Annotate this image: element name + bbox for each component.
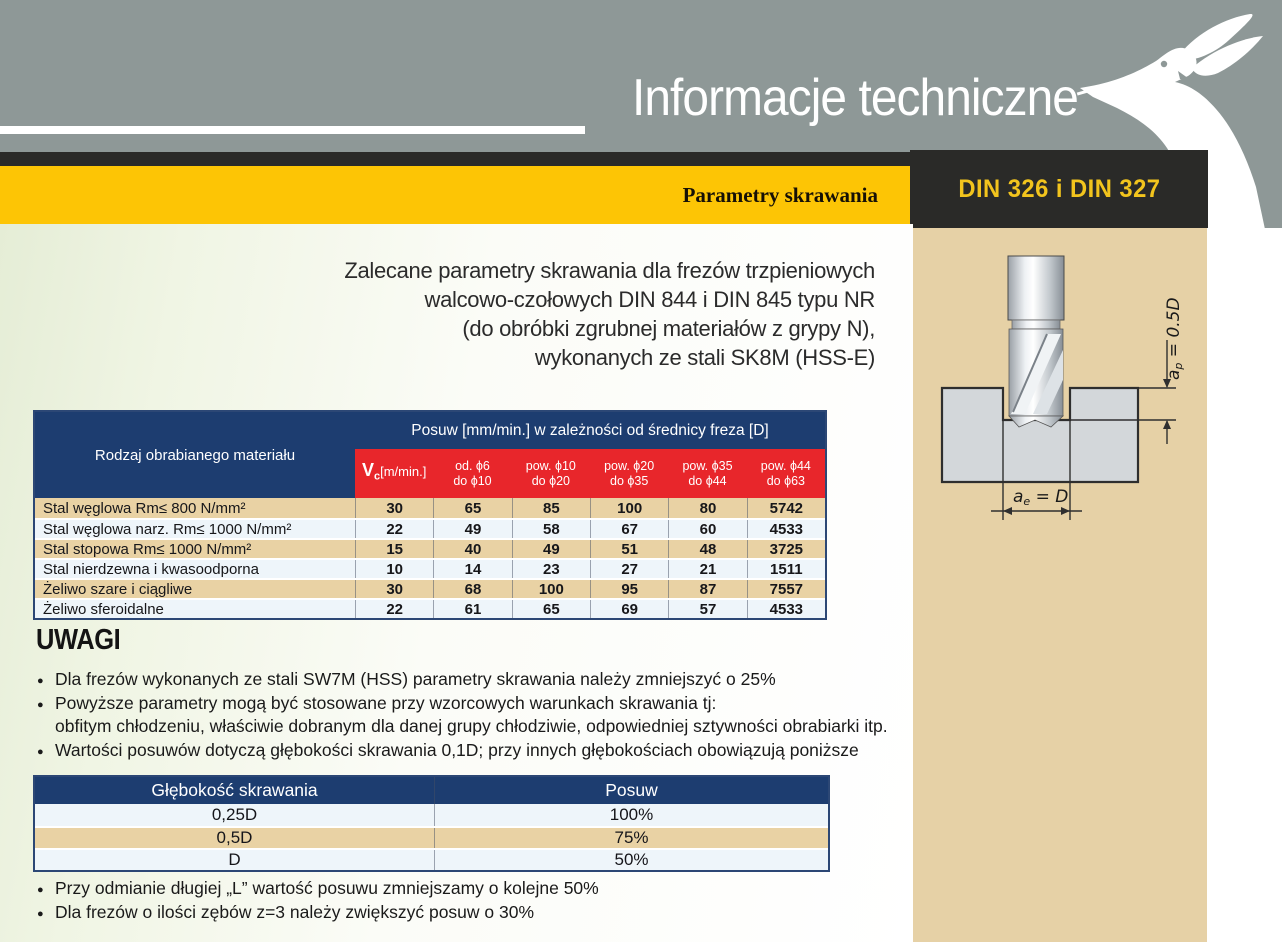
header-underline bbox=[0, 126, 585, 134]
table-row: Stal nierdzewna i kwasoodporna 10 14 23 27 21 1511 bbox=[35, 558, 825, 578]
page-title: Informacje techniczne bbox=[631, 69, 1078, 127]
end-mill-cutter bbox=[1008, 256, 1064, 427]
cutting-parameters-table bbox=[33, 410, 827, 620]
diameter-column-header: pow. ϕ44 do ϕ63 bbox=[760, 458, 811, 488]
depth-label: ap = 0.5D bbox=[1164, 297, 1185, 380]
din-standard-label: DIN 326 i DIN 327 bbox=[957, 174, 1161, 203]
width-label: ae = D bbox=[1013, 487, 1069, 508]
diameter-column-header: pow. ϕ35 do ϕ44 bbox=[682, 458, 733, 488]
vc-column-header: Vc[m/min.] bbox=[361, 459, 427, 483]
footnote-list bbox=[36, 876, 896, 924]
intro-paragraph bbox=[280, 256, 875, 372]
table-row: Żeliwo sferoidalne 22 61 65 69 57 4533 bbox=[35, 598, 825, 618]
diameter-column-header: pow. ϕ10 do ϕ20 bbox=[525, 458, 576, 488]
table-header bbox=[35, 412, 825, 498]
note-item: ● Dla frezów wykonanych ze stali SW7M (HSS) parametry skrawania należy zmniejszyć o 25% bbox=[36, 668, 902, 692]
notes-list bbox=[36, 668, 902, 762]
table-row: Stal węglowa Rm≤ 800 N/mm² 30 65 85 100 80 5742 bbox=[35, 498, 825, 518]
diameter-column-header: pow. ϕ20 do ϕ35 bbox=[604, 458, 655, 488]
footnote-item: ● Dla frezów o ilości zębów z=3 należy zwiększyć posuw o 30% bbox=[36, 900, 896, 924]
diameter-column-header: od. ϕ6 do ϕ10 bbox=[453, 458, 492, 488]
depth-feed-table bbox=[33, 775, 830, 872]
material-column-header: Rodzaj obrabianego materiału bbox=[94, 446, 296, 464]
notes-heading: UWAGI bbox=[36, 624, 121, 656]
sidebar-panel bbox=[913, 228, 1207, 942]
din-standard-box bbox=[910, 150, 1208, 228]
bird-eye bbox=[1161, 61, 1167, 67]
table-body bbox=[35, 498, 825, 618]
note-item: ● Powyższe parametry mogą być stosowane przy wzorcowych warunkach skrawania tj: bbox=[36, 692, 902, 716]
table-row: 0,5D 75% bbox=[35, 826, 828, 848]
note-item: ● Wartości posuwów dotyczą głębokości skrawania 0,1D; przy innych głębokościach obowiązują poniższe bbox=[36, 739, 902, 763]
end-mill-diagram bbox=[913, 228, 1207, 558]
table-row: Stal stopowa Rm≤ 1000 N/mm² 15 40 49 51 48 3725 bbox=[35, 538, 825, 558]
table-row: Stal węglowa narz. Rm≤ 1000 N/mm² 22 49 58 67 60 4533 bbox=[35, 518, 825, 538]
intro-line: (do obróbki zgrubnej materiałów z grypy N), bbox=[462, 316, 875, 341]
table-row: Żeliwo szare i ciągliwe 30 68 100 95 87 7557 bbox=[35, 578, 825, 598]
section-label: Parametry skrawania bbox=[682, 182, 878, 207]
section-band bbox=[0, 166, 910, 224]
feed-span-header: Posuw [mm/min.] w zależności od średnicy freza [D] bbox=[411, 421, 769, 439]
feed-column-header: Posuw bbox=[434, 777, 828, 804]
table-header bbox=[35, 777, 828, 804]
table-row: 0,25D 100% bbox=[35, 804, 828, 826]
intro-line: wykonanych ze stali SK8M (HSS-E) bbox=[534, 345, 875, 370]
table-row: D 50% bbox=[35, 848, 828, 870]
footnote-item: ● Przy odmianie długiej „L” wartość posuwu zmniejszamy o kolejne 50% bbox=[36, 876, 896, 900]
depth-column-header: Głębokość skrawania bbox=[151, 780, 318, 800]
intro-line: Zalecane parametry skrawania dla frezów trzpieniowych bbox=[344, 258, 875, 283]
main-content bbox=[0, 224, 913, 942]
dark-divider-bar bbox=[0, 152, 910, 166]
subcolumn-header-row bbox=[355, 449, 825, 498]
note-continuation: obfitym chłodzeniu, właściwie dobranym dla danej grupy chłodziwie, odpowiedniej sztywności obrabiarki itp. bbox=[55, 716, 888, 736]
intro-line: walcowo-czołowych DIN 844 i DIN 845 typu NR bbox=[424, 287, 875, 312]
